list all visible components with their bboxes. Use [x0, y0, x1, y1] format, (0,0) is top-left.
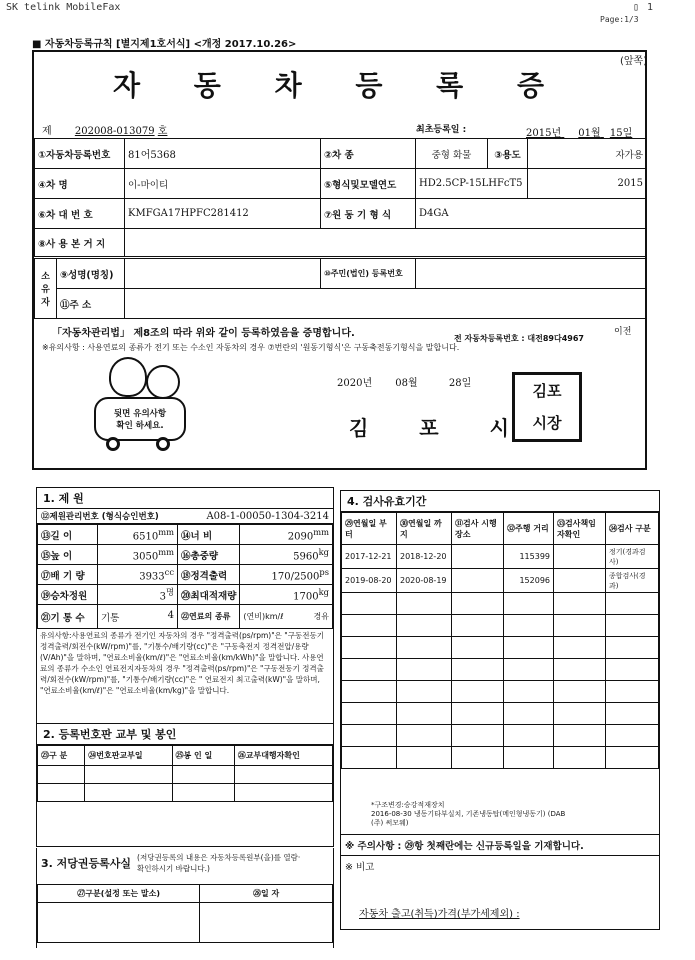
fax-app-name: SK telink MobileFax — [6, 2, 121, 13]
mascot-illustration — [94, 357, 214, 455]
issuer: 김 포 시 — [349, 416, 531, 440]
fax-page-number: 1 — [647, 2, 654, 13]
spec-value: $3933^{cc}$ — [98, 565, 178, 585]
model-label: ⑤형식및모델연도 — [321, 169, 416, 199]
vin-label: ⑥차 대 번 호 — [35, 199, 125, 229]
certify-text: 「자동차관리법」 제8조의 따라 위와 같이 등록하였음을 증명합니다. — [52, 328, 355, 339]
inspection-header: ㉝검사책임자확인 — [554, 513, 606, 545]
spec-label: ⑭너 비 — [178, 525, 240, 545]
doc-no: 202008-013079 — [74, 126, 155, 137]
plate-section-title: 2. 등록번호판 교부 및 봉인 — [37, 724, 333, 745]
page-icon: ▯ — [633, 2, 640, 13]
owner-addr-label: ⑪주 소 — [57, 289, 125, 319]
spec-value: $3^명$ — [98, 585, 178, 605]
owner-name — [125, 259, 321, 289]
cyl-label: ㉑기 통 수 — [38, 605, 98, 629]
owner-table — [34, 258, 647, 319]
side-indicator: (앞쪽) — [620, 56, 648, 67]
change-note: *구조변경:승강적재장치 2016-08-30 냉동기타부실치, 기존냉동탑(메인형냉동기) (DAB (주) 써모웨) — [371, 801, 566, 827]
inspection-panel — [340, 490, 660, 835]
cyl-value: 기통 4 — [98, 605, 178, 629]
notice-text: ※유의사항 : 사용연료의 종류가 전기 또는 수소인 자동차의 경우 ⑦번란의 '원동기형식'은 구동축전동기형식을 말합니다. — [42, 343, 460, 352]
spec-value: $1700^{kg}$ — [240, 585, 333, 605]
owner-id — [416, 259, 647, 289]
prev-reg-no: 전 자동차등록번호 : 대전89다4967 — [454, 334, 584, 343]
inspection-header: ㉚연월일 까지 — [397, 513, 452, 545]
fuel-value: (연비)km/ℓ 경유 — [240, 605, 333, 629]
doc-no-suffix: 호 — [157, 126, 168, 137]
issue-day: 28일 — [448, 378, 472, 389]
spec-value: $3050^{mm}$ — [98, 545, 178, 565]
reg-no: 81어5368 — [125, 139, 321, 169]
fax-page-of: Page:1/3 — [600, 15, 639, 24]
spec-section-title: 1. 제 원 — [37, 488, 333, 509]
first-reg-month: 01월 — [578, 128, 601, 139]
type-label: ②차 종 — [321, 139, 416, 169]
inspection-header: ㉙연월일 부터 — [342, 513, 397, 545]
issue-year: 2020년 — [337, 378, 373, 389]
vehicle-info-table — [34, 138, 647, 257]
plate-header: ㉔번호판교부일 — [85, 746, 172, 766]
spec-note: 유의사항:사용연료의 종류가 전기인 자동차의 경우 "정격출력(ps/rpm)"은 "구동전동기 정격출력/회전수(kW/rpm)"를, "기통수/배기량(cc)"은 "구동축전지 정격전압/용량(V/Ah)"을 말하며, "연료소비율(km/ℓ)"은 "연료소비율(km/kWh)"을 말합니다. 사용연료의 종류가 수소인 연료전지자동차의 경우 "정격출력(ps/rpm)"은 "구동전동기 정격출력/회전수(kW/rpm)"를, "기통수/배기량(cc)"은 " 연료전지 최고출력(kW)"을 말하며, "연료소비율(km/ℓ)"은 "연료소비율(km/kg)"을 말합니다. — [37, 629, 333, 724]
spec-label: ⑱정격출력 — [178, 565, 240, 585]
page-title: 자 동 차 등 록 증 — [112, 69, 567, 102]
vehicle-type: 중형 화물 — [416, 139, 488, 169]
fuel-label: ㉒연료의 종류 — [178, 605, 240, 629]
inspection-table — [341, 512, 659, 769]
inspection-header: ㉞검사 구분 — [606, 513, 659, 545]
spec-panel — [36, 487, 334, 847]
first-reg-label: 최초등록일 : — [416, 125, 467, 135]
model-year: 2015 — [528, 169, 647, 199]
spec-value: $2090^{mm}$ — [240, 525, 333, 545]
vin: KMFGA17HPFC281412 — [125, 199, 321, 229]
prev-label: 이전 — [614, 327, 632, 337]
spec-label: ⑯총중량 — [178, 545, 240, 565]
model: HD2.5CP-15LHFcT5 — [416, 169, 528, 199]
doc-no-label: 제 — [42, 126, 52, 137]
first-reg-year: 2015년 — [526, 128, 562, 139]
inspection-header: ㉛검사 시행장소 — [452, 513, 504, 545]
engine-type: D4GA — [416, 199, 647, 229]
mortgage-header: ㉘일 자 — [200, 885, 333, 903]
mortgage-table — [37, 884, 333, 943]
inspection-section-title: 4. 검사유효기간 — [341, 491, 659, 512]
mortgage-subtitle: (저당권등록의 내용은 자동차등록원부(을)를 열람·확인하시기 바랍니다.) — [137, 853, 301, 873]
spec-label: ⑮높 이 — [38, 545, 98, 565]
spec-label: ⑰배 기 량 — [38, 565, 98, 585]
form-reference: ■ 자동차등록규칙 [별지제1호서식] <개정 2017.10.26> — [32, 39, 297, 50]
mascot-line-2: 확인 하세요. — [116, 421, 164, 431]
owner-id-label: ⑩주민(법인) 등록번호 — [321, 259, 416, 289]
plate-header: ㉕봉 인 일 — [172, 746, 234, 766]
table-row: 2017-12-21 2018-12-20 115399 정기(경과검사) — [342, 545, 659, 569]
engine-label: ⑦원 동 기 형 식 — [321, 199, 416, 229]
spec-value: $170/2500^{ps}$ — [240, 565, 333, 585]
garage-label: ⑧사 용 본 거 지 — [35, 229, 125, 257]
spec-table — [37, 524, 333, 629]
spec-value: $5960^{kg}$ — [240, 545, 333, 565]
owner-label: 소유자 — [35, 259, 57, 319]
issue-month: 08월 — [395, 378, 418, 389]
spec-label: ⑳최대적재량 — [178, 585, 240, 605]
first-reg-day: 15일 — [609, 128, 633, 139]
mortgage-header: ㉗구분(설정 또는 말소) — [38, 885, 200, 903]
plate-header: ㉖교부대행자확인 — [234, 746, 332, 766]
price-label: 자동차 출고(취득)가격(부가세제외) : — [359, 909, 520, 920]
owner-addr — [125, 289, 647, 319]
plate-table — [37, 745, 333, 802]
inspection-header: ㉜주행 거리 — [504, 513, 554, 545]
vehicle-name: 이-마이티 — [125, 169, 321, 199]
official-seal: 김포 시장 — [512, 372, 582, 442]
owner-name-label: ⑨성명(명칭) — [57, 259, 125, 289]
name-label: ④차 명 — [35, 169, 125, 199]
garage — [125, 229, 647, 257]
reg-no-label: ①자동차등록번호 — [35, 139, 125, 169]
caution-text: ※ 주의사항 : ㉙항 첫째란에는 신규등록일을 기재합니다. — [341, 835, 659, 856]
remarks-panel — [340, 835, 660, 930]
mgmt-label: ⑫제원관리번호 (형식승인번호) — [41, 512, 159, 522]
mgmt-no: A08-1-00050-1304-3214 — [206, 511, 329, 522]
remark-label: ※ 비고 — [345, 862, 375, 873]
mortgage-panel — [36, 848, 334, 948]
mortgage-section-title: 3. 저당권등록사실 — [41, 857, 132, 870]
spec-label: ⑲승차정원 — [38, 585, 98, 605]
spec-value: $6510^{mm}$ — [98, 525, 178, 545]
use-label: ③용도 — [488, 139, 528, 169]
registration-front — [32, 50, 647, 470]
vehicle-use: 자가용 — [528, 139, 647, 169]
spec-label: ⑬길 이 — [38, 525, 98, 545]
plate-header: ㉓구 분 — [38, 746, 85, 766]
table-row: 2019-08-20 2020-08-19 152096 종합검사(경과) — [342, 569, 659, 593]
mascot-line-1: 뒷면 유의사항 — [113, 409, 167, 419]
